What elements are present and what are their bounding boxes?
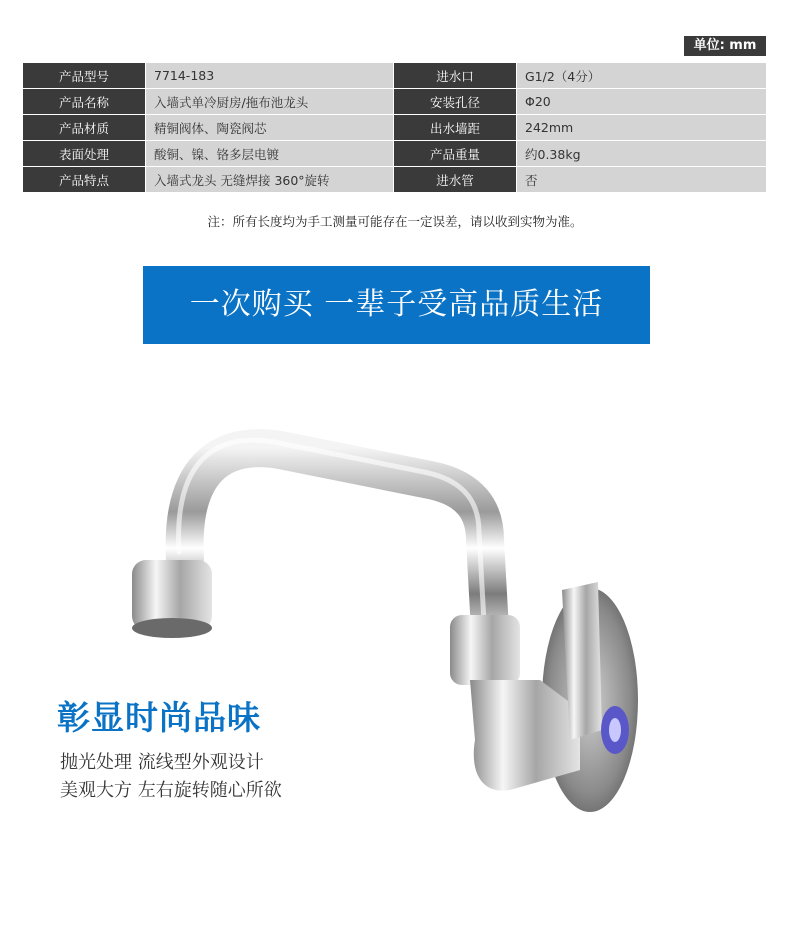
spec-value: 精铜阀体、陶瓷阀芯 (146, 115, 394, 141)
spec-value: 酸铜、镍、铬多层电镀 (146, 141, 394, 167)
table-row (23, 89, 767, 115)
headline: 彰显时尚品味 (57, 698, 261, 737)
spec-label: 进水口 (394, 63, 517, 89)
spec-label: 产品重量 (394, 141, 517, 167)
spec-value: Φ20 (517, 89, 767, 115)
spec-label: 产品材质 (23, 115, 146, 141)
table-row (23, 141, 767, 167)
spec-value: 7714-183 (146, 63, 394, 89)
spec-label: 产品型号 (23, 63, 146, 89)
spec-label: 表面处理 (23, 141, 146, 167)
spec-table (22, 62, 767, 193)
spec-label: 产品特点 (23, 167, 146, 193)
measurement-note: 注：所有长度均为手工测量可能存在一定误差，请以收到实物为准。 (207, 214, 583, 229)
spec-label: 进水管 (394, 167, 517, 193)
description-line: 美观大方 左右旋转随心所欲 (60, 780, 282, 801)
spec-value: G1/2（4分） (517, 63, 767, 89)
spec-value: 否 (517, 167, 767, 193)
table-row (23, 63, 767, 89)
table-row (23, 115, 767, 141)
table-row (23, 167, 767, 193)
spec-label: 出水墙距 (394, 115, 517, 141)
spec-value: 入墙式单冷厨房/拖布池龙头 (146, 89, 394, 115)
spec-value: 242mm (517, 115, 767, 141)
spec-label: 安装孔径 (394, 89, 517, 115)
spec-value: 入墙式龙头 无缝焊接 360°旋转 (146, 167, 394, 193)
unit-badge: 单位: mm (684, 36, 766, 56)
spec-value: 约0.38kg (517, 141, 767, 167)
slogan-banner: 一次购买 一辈子受高品质生活 (143, 266, 650, 344)
description-line: 抛光处理 流线型外观设计 (60, 752, 264, 773)
spec-label: 产品名称 (23, 89, 146, 115)
